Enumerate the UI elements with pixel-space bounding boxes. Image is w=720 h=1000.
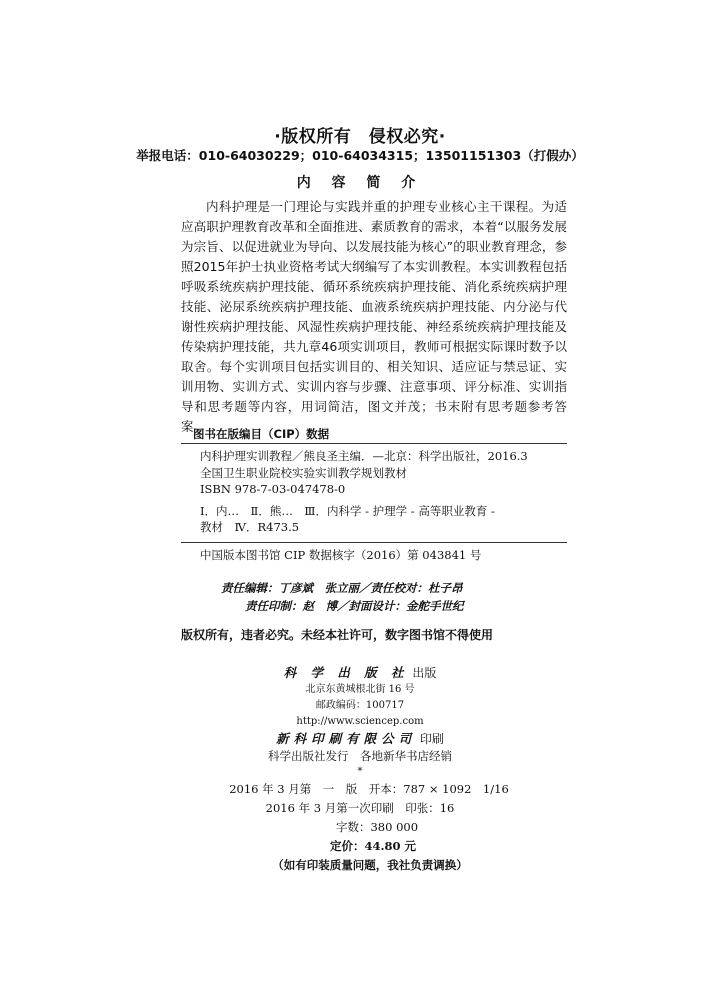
cip-line-isbn: ISBN 978-7-03-047478-0	[200, 482, 346, 496]
edition-line-1: 2016 年 3 月第 一 版 开本：787 × 1092 1/16	[229, 782, 509, 796]
cip-number: 中国版本图书馆 CIP 数据核字（2016）第 043841 号	[200, 548, 482, 562]
editors-line-2: 责任印制：赵 博／封面设计：金舵手世纪	[245, 599, 464, 613]
publisher-name: 科 学 出 版 社	[283, 665, 409, 680]
publisher-postcode: 邮政编码：100717	[315, 700, 405, 711]
price: 定价：44.80 元	[329, 839, 416, 853]
publisher-suffix: 出版	[412, 666, 437, 680]
separator-star: *	[357, 766, 363, 777]
distribution: 科学出版社发行 各地新华书店经销	[268, 749, 452, 763]
publisher-url: http://www.sciencep.com	[296, 716, 424, 727]
cip-line-classification-cont: 教材 Ⅳ．R473.5	[200, 520, 300, 534]
cip-top-rule	[181, 443, 567, 444]
quality-note: （如有印装质量问题，我社负责调换）	[272, 858, 468, 872]
printer-line	[0, 730, 720, 748]
cip-data-block	[200, 448, 566, 536]
summary-body: 内科护理是一门理论与实践并重的护理专业核心主干课程。为适应高职护理教育改革和全面推进、素质教育的需求，本着“以服务发展为宗旨、以促进就业为导向、以发展技能为核心”的职业教育理念，参照2015年护士执业资格考试大纲编写了本实训教程。本实训教程包括呼吸系统疾病护理技能、循环系统疾病护理技能、消化系统疾病护理技能、泌尿系统疾病护理技能、血液系统疾病护理技能、内分泌与代谢性疾病护理技能、风湿性疾病护理技能、神经系统疾病护理技能及传染病护理技能，共九章46项实训项目，教师可根据实际课时数予以取舍。每个实训项目包括实训目的、相关知识、适应证与禁忌证、实训用物、实训方式、实训内容与步骤、注意事项、评分标准、实训指导和思考题等内容，用词简洁，图文并茂；书末附有思考题参考答案。	[181, 199, 567, 434]
summary-heading: 内 容 简 介	[296, 175, 424, 191]
publisher-block	[0, 664, 720, 779]
editors-line-1: 责任编辑：丁彦斌 张立丽／责任校对：杜子昂	[221, 581, 463, 595]
cip-header: 图书在版编目（CIP）数据	[193, 427, 330, 441]
publisher-line	[0, 664, 720, 682]
copyright-title: ·版权所有 侵权必究·	[274, 127, 446, 147]
rights-statement: 版权所有，违者必究。未经本社许可，数字图书馆不得使用	[181, 628, 494, 642]
printer-suffix: 印刷	[419, 732, 444, 746]
cip-line-classification: Ⅰ．内… Ⅱ．熊… Ⅲ．内科学 - 护理学 - 高等职业教育 -	[200, 503, 495, 518]
cip-line-series: 全国卫生职业院校实验实训教学规划教材	[200, 465, 407, 480]
word-count: 字数：380 000	[335, 820, 419, 834]
cip-line-title: 内科护理实训教程／熊良圣主编．—北京：科学出版社，2016.3	[200, 449, 528, 463]
edition-block	[0, 780, 720, 875]
publisher-address: 北京东黄城根北街 16 号	[305, 684, 415, 695]
cip-bottom-rule	[181, 542, 567, 543]
printer-name: 新科印刷有限公司	[276, 731, 417, 746]
editors-block	[181, 579, 567, 615]
report-phone: 举报电话：010-64030229；010-64034315；13501151303（打假办）	[136, 148, 584, 163]
edition-line-2: 2016 年 3 月第一次印刷 印张：16	[265, 801, 455, 815]
